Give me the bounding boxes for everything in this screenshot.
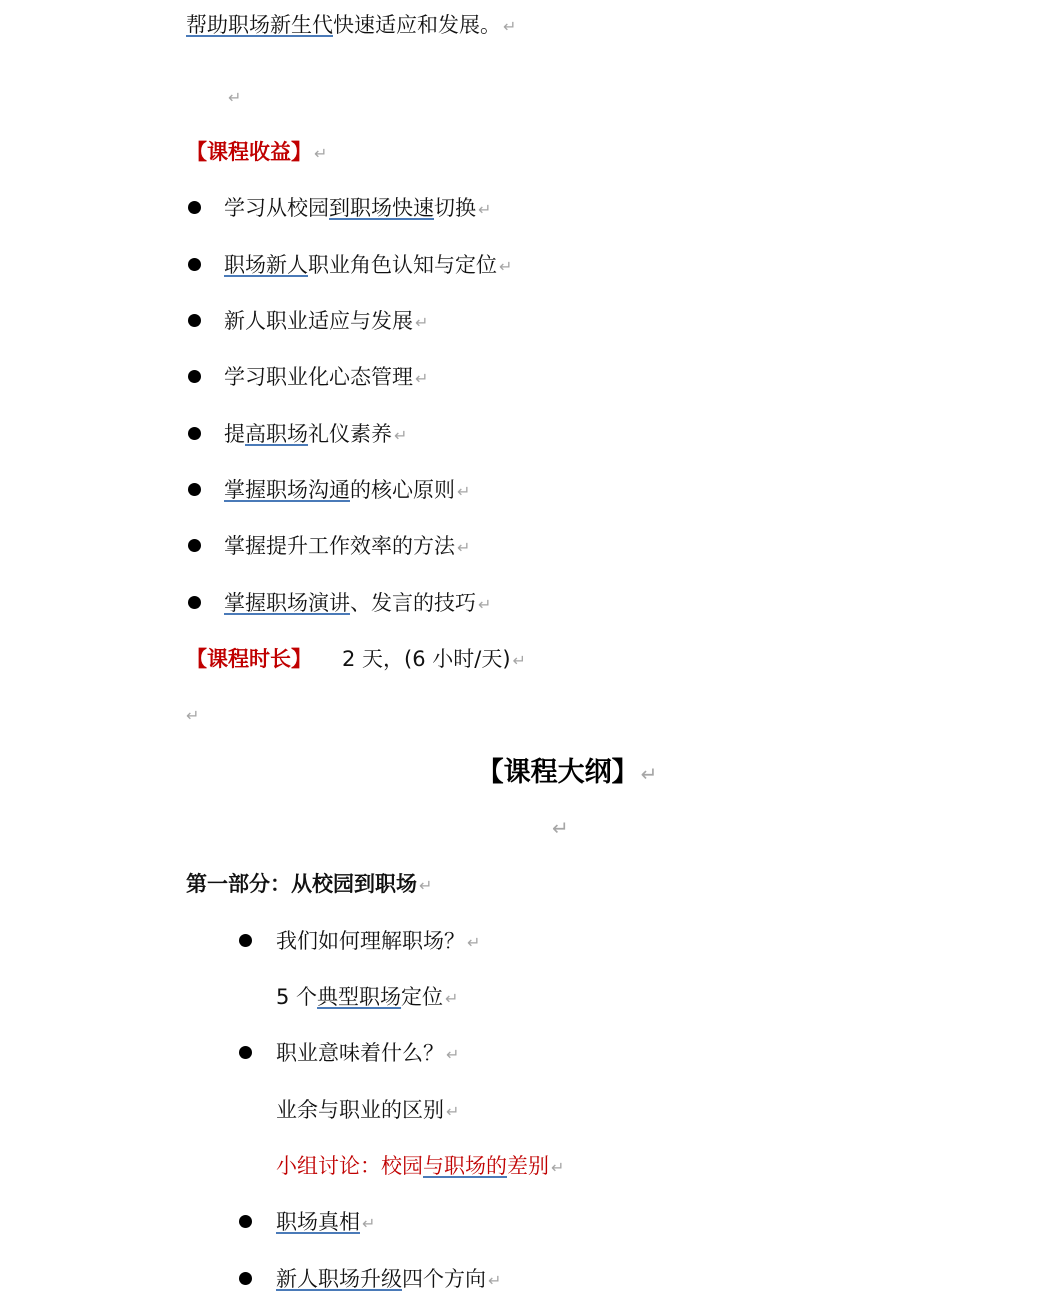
paragraph-mark: ↵ xyxy=(488,1271,502,1290)
benefit-text: 提 xyxy=(224,422,245,446)
bullet-icon xyxy=(188,258,201,271)
outline-item-text: 职业意味着什么？ xyxy=(276,1041,444,1065)
empty-paragraph xyxy=(184,700,199,730)
paragraph-mark: ↵ xyxy=(552,816,569,840)
part1-title xyxy=(186,870,432,900)
benefit-item xyxy=(224,589,491,619)
benefit-text: 学习从校园 xyxy=(224,196,329,220)
benefit-text: 学习职业化心态管理 xyxy=(224,365,413,389)
benefits-heading xyxy=(186,138,327,168)
paragraph-mark: ↵ xyxy=(512,651,526,670)
benefit-text: 切换 xyxy=(434,196,476,220)
benefit-text: 掌握提升工作效率的方法 xyxy=(224,534,455,558)
benefit-item xyxy=(224,363,428,393)
intro-text: 快速适应和发展。 xyxy=(333,13,501,37)
paragraph-mark: ↵ xyxy=(314,144,328,163)
outline-item-text: 四个方向 xyxy=(402,1267,486,1291)
paragraph-mark: ↵ xyxy=(394,426,408,445)
intro-underlined-text: 帮助职场新生代 xyxy=(186,13,333,37)
paragraph-mark: ↵ xyxy=(640,762,658,786)
benefit-text: 新人职业适应与发展 xyxy=(224,309,413,333)
benefit-item xyxy=(224,420,407,450)
paragraph-mark: ↵ xyxy=(419,876,433,895)
paragraph-mark: ↵ xyxy=(445,989,459,1008)
discussion-text: 小组讨论：校园 xyxy=(276,1154,423,1178)
outline-item-text: 我们如何理解职场？ xyxy=(276,929,465,953)
group-discussion xyxy=(276,1152,564,1182)
intro-paragraph xyxy=(186,11,516,41)
benefit-text: 、发言的技巧 xyxy=(350,591,476,615)
benefit-text: 的核心原则 xyxy=(350,478,455,502)
benefit-text: 礼仪素养 xyxy=(308,422,392,446)
benefit-underlined-text: 掌握职场演讲 xyxy=(224,591,350,615)
outline-title-text: 【课程大纲】 xyxy=(476,757,639,788)
bullet-icon xyxy=(188,370,201,383)
paragraph-mark: ↵ xyxy=(478,200,492,219)
benefit-item xyxy=(224,307,428,337)
paragraph-mark: ↵ xyxy=(478,595,492,614)
bullet-icon xyxy=(188,314,201,327)
paragraph-mark: ↵ xyxy=(228,88,242,107)
benefit-item xyxy=(224,476,470,506)
benefit-item xyxy=(224,251,512,281)
outline-subitem-text: 业余与职业的区别 xyxy=(276,1098,444,1122)
outline-subitem-underlined-text: 典型职场 xyxy=(317,985,402,1009)
bullet-icon xyxy=(188,201,201,214)
duration-value: 2 天，(6 小时/天) xyxy=(342,647,511,671)
outline-item xyxy=(276,927,480,957)
bullet-icon xyxy=(239,1046,252,1059)
benefit-underlined-text: 掌握职场沟通 xyxy=(224,478,350,502)
bullet-icon xyxy=(188,596,201,609)
paragraph-mark: ↵ xyxy=(186,706,200,725)
benefits-heading-text: 【课程收益】 xyxy=(186,140,312,164)
paragraph-mark: ↵ xyxy=(457,538,471,557)
paragraph-mark: ↵ xyxy=(467,933,481,952)
benefit-underlined-text: 职场新人 xyxy=(224,253,308,277)
paragraph-mark: ↵ xyxy=(551,1158,565,1177)
bullet-icon xyxy=(239,1215,252,1228)
outline-item-underlined-text: 新人职场升级 xyxy=(276,1267,402,1291)
outline-subitem xyxy=(276,1096,459,1126)
outline-item xyxy=(276,1039,459,1069)
duration-label: 【课程时长】 xyxy=(186,647,312,671)
empty-paragraph xyxy=(226,82,241,112)
paragraph-mark: ↵ xyxy=(446,1045,460,1064)
outline-item xyxy=(276,1208,375,1238)
bullet-icon xyxy=(239,934,252,947)
bullet-icon xyxy=(188,483,201,496)
outline-title xyxy=(0,756,1056,791)
benefit-text: 职业角色认知与定位 xyxy=(308,253,497,277)
empty-paragraph xyxy=(550,814,569,842)
part1-title-text: 第一部分：从校园到职场 xyxy=(186,872,417,896)
benefit-underlined-text: 高职场 xyxy=(245,422,308,446)
paragraph-mark: ↵ xyxy=(499,257,513,276)
benefit-item xyxy=(224,532,470,562)
bullet-icon xyxy=(239,1272,252,1285)
discussion-text: 差别 xyxy=(507,1154,549,1178)
paragraph-mark: ↵ xyxy=(362,1214,376,1233)
paragraph-mark: ↵ xyxy=(503,17,517,36)
paragraph-mark: ↵ xyxy=(446,1102,460,1121)
bullet-icon xyxy=(188,427,201,440)
discussion-underlined-text: 与职场的 xyxy=(423,1154,507,1178)
paragraph-mark: ↵ xyxy=(457,482,471,501)
paragraph-mark: ↵ xyxy=(415,313,429,332)
duration-line xyxy=(186,645,526,675)
outline-subitem-text: 定位 xyxy=(401,985,444,1009)
paragraph-mark: ↵ xyxy=(415,369,429,388)
outline-item-underlined-text: 职场真相 xyxy=(276,1210,360,1234)
benefit-item xyxy=(224,194,491,224)
outline-subitem-text: 5 个 xyxy=(276,985,318,1009)
benefit-underlined-text: 到职场快速 xyxy=(329,196,434,220)
bullet-icon xyxy=(188,539,201,552)
outline-item xyxy=(276,1265,501,1295)
outline-subitem xyxy=(276,983,458,1013)
